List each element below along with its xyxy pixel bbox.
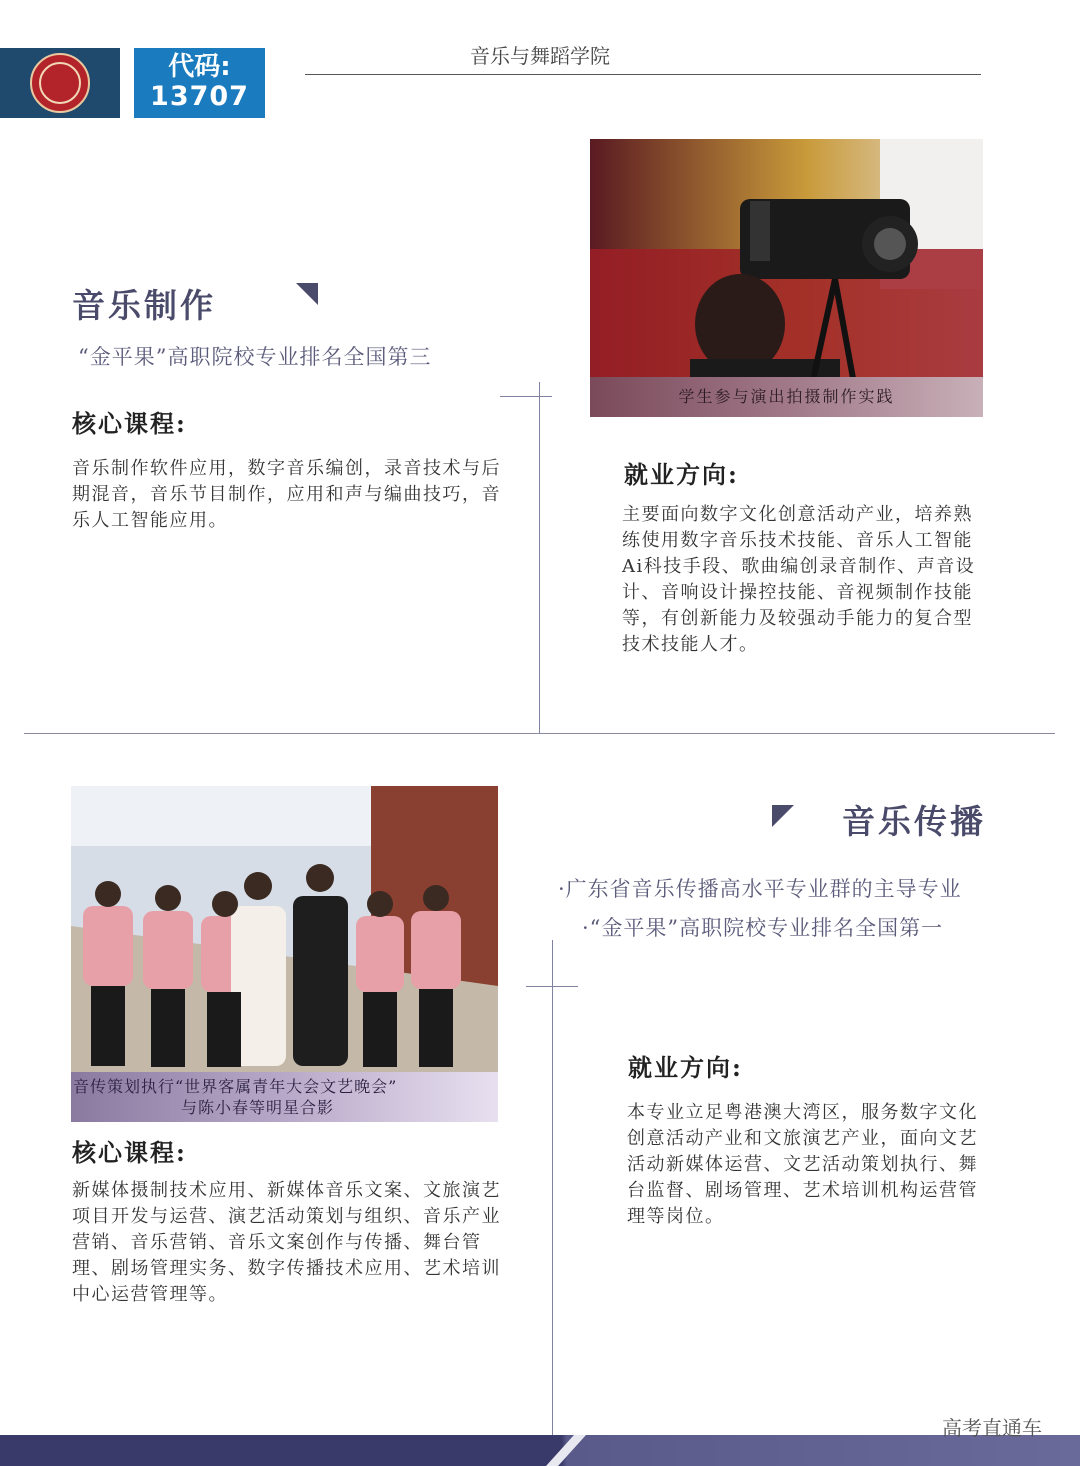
section2-vertical-rule [552,940,553,1435]
section1-vertical-rule [539,382,540,734]
school-seal-icon [30,53,90,113]
section2-cross-rule [526,986,578,987]
section-divider [24,733,1055,734]
section2-photo-caption [71,1072,498,1122]
header-divider [305,74,981,75]
caption-line-2: 与陈小春等明星合影 [181,1098,335,1117]
footer-bar [0,1435,1080,1466]
code-number: 13707 [150,81,249,112]
section1-photo-caption: 学生参与演出拍摄制作实践 [590,377,983,417]
section1-tagline: “金平果”高职院校专业排名全国第三 [78,345,432,369]
section2-jobs-text: 本专业立足粤港澳大湾区，服务数字文化创意活动产业和文旅演艺产业，面向文艺活动新媒体运营、文艺活动策划执行、舞台监督、剧场管理、艺术培训机构运营管理等岗位。 [627,1102,978,1227]
section1-core-text: 音乐制作软件应用，数字音乐编创，录音技术与后期混音，音乐节目制作，应用和声与编曲技巧，音乐人工智能应用。 [72,458,501,531]
section2-core-text: 新媒体摄制技术应用、新媒体音乐文案、文旅演艺项目开发与运营、演艺活动策划与组织、音乐产业营销、音乐营销、音乐文案创作与传播、舞台管理、剧场管理实务、数字传播技术应用、艺术培训中心运营管理等。 [72,1180,501,1305]
section1-core-heading: 核心课程: [72,409,187,438]
triangle-marker-icon [772,805,794,827]
section1-jobs-heading: 就业方向: [624,460,739,489]
section1-cross-rule [500,396,552,397]
code-label: 代码: [168,52,231,82]
section1-title: 音乐制作 [72,286,216,325]
triangle-marker-icon [296,283,318,305]
camera-photo-image [590,139,983,417]
section2-bullet-2: ·“金平果”高职院校专业排名全国第一 [582,916,944,940]
school-logo-box [0,48,120,118]
caption-line-1: 音传策划执行“世界客属青年大会文艺晚会” [73,1077,398,1096]
page-header-title: 音乐与舞蹈学院 [470,44,610,68]
camera-operator-photo [590,139,983,417]
section2-title: 音乐传播 [842,802,986,841]
watermark-text: 高考直通车 [942,1416,1042,1440]
school-code-badge [134,48,265,118]
section2-bullet-1: ·广东省音乐传播高水平专业群的主导专业 [558,877,962,901]
section1-jobs-text: 主要面向数字文化创意活动产业，培养熟练使用数字音乐技术技能、音乐人工智能Ai科技手段、歌曲编创录音制作、声音设计、音响设计操控技能、音视频制作技能等，有创新能力及较强动手能力的复合型技术技能人才。 [622,504,976,655]
section2-core-heading: 核心课程: [72,1138,187,1167]
section2-jobs-heading: 就业方向: [628,1053,743,1082]
